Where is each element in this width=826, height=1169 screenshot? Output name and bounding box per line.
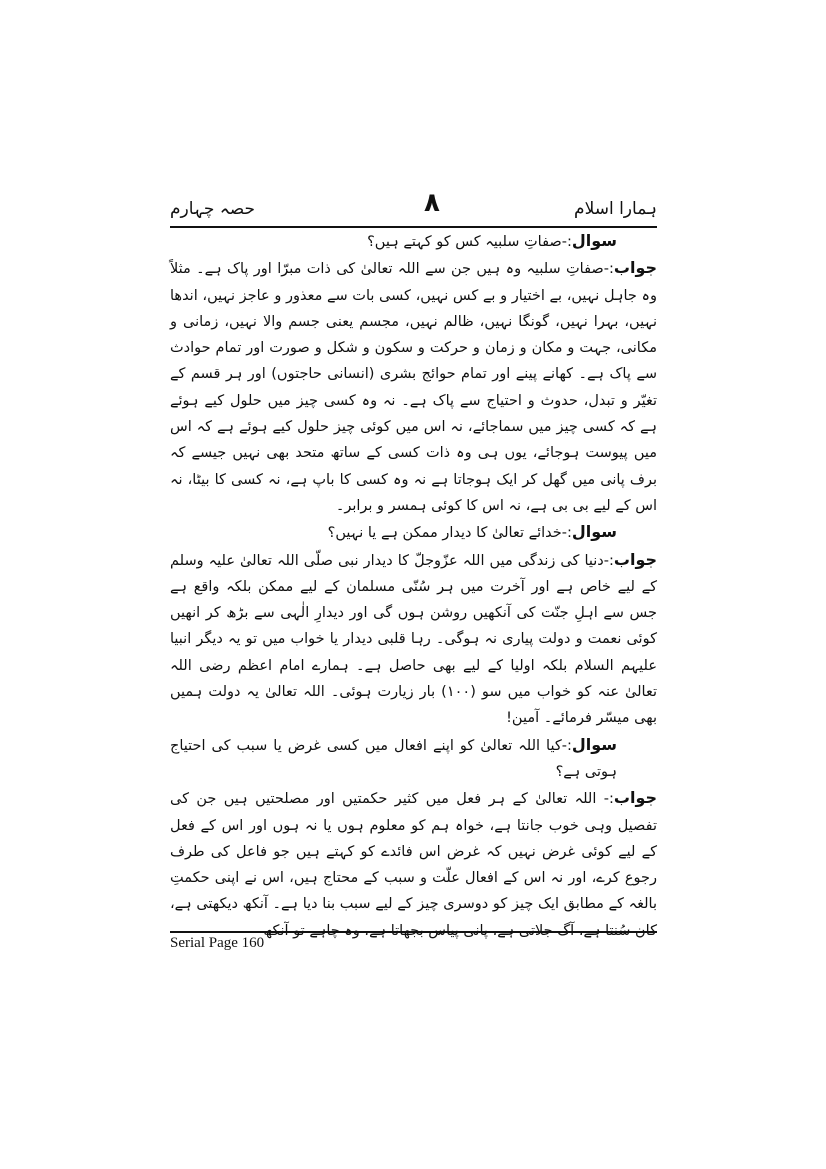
question-label: سوال	[571, 734, 617, 754]
answer-paragraph	[170, 255, 657, 519]
serial-page-footer: Serial Page 160	[170, 935, 265, 951]
answer-paragraph	[170, 547, 657, 732]
question-paragraph	[170, 732, 657, 786]
answer-label: جواب	[613, 549, 657, 569]
question-paragraph	[170, 228, 657, 255]
question-paragraph	[170, 519, 657, 546]
book-page	[170, 188, 657, 963]
running-header	[170, 188, 657, 224]
answer-text: :-صفاتِ سلبیہ وہ ہیں جن سے اللہ تعالیٰ کی ذات مبرّا اور پاک ہے۔ مثلاً وہ جاہل نہیں، بے اختیار و بے کس نہیں، کسی بات سے معذور و عاجز نہیں، اندھا نہیں، بہرا نہیں، گونگا نہیں، ظالم نہیں، مجسم یعنی جسم والا نہیں، زمانی و مکانی، جہت و مکان و زمان و حرکت و سکون و شکل و صورت اور تمام حوادث سے پاک ہے۔ کھانے پینے اور تمام حوائج بشری (انسانی حاجتوں) اور ہر قسم کے تغیّر و تبدل، حدوث و احتیاج سے پاک ہے۔ نہ وہ کسی چیز میں حلول کیے ہوئے ہے کہ کسی چیز میں سماجائے، نہ اس میں کوئی چیز حلول کیے ہوئے ہے کہ اس میں پیوست ہوجائے، یوں ہی وہ ذات کسی کے ساتھ متحد بھی نہیں جیسے کہ برف پانی میں گھل کر ایک ہوجاتا ہے نہ وہ کسی کا باپ ہے، نہ کسی کا بیٹا، نہ اس کے لیے بی بی ہے، نہ اس کا کوئی ہمسر و برابر۔	[170, 261, 657, 514]
book-title: ہمارا اسلام	[574, 199, 657, 219]
footer-divider	[170, 931, 657, 933]
page-number: ۸	[424, 188, 440, 218]
answer-text: :- اللہ تعالیٰ کے ہر فعل میں کثیر حکمتیں اور مصلحتیں ہیں جن کی تفصیل وہی خوب جانتا ہے، خواہ ہم کو معلوم ہوں یا نہ ہوں اور اس کے فعل کے لیے کوئی غرض نہیں کہ غرض اس فائدے کو کہتے ہیں جو فاعل کی طرف رجوع کرے، اور نہ اس کے افعال علّت و سبب کے محتاج ہیں، اس نے اپنی حکمتِ بالغہ کے مطابق ایک چیز کو دوسری چیز کے لیے سبب بنا دیا ہے۔ آنکھ دیکھتی ہے، کان سُنتا ہے، آگ جلاتی ہے، پانی پیاس بجھاتا ہے، وہ چاہے تو آنکھ	[170, 791, 657, 939]
answer-label: جواب	[613, 788, 657, 808]
question-label: سوال	[571, 231, 617, 250]
answer-label: جواب	[613, 258, 657, 278]
part-label: حصہ چہارم	[170, 199, 255, 219]
page-body	[170, 228, 657, 939]
answer-text: :-دنیا کی زندگی میں اللہ عزّوجلّ کا دیدار نبی صلّی اللہ تعالیٰ علیہ وسلم کے لیے خاص ہے اور آخرت میں ہر سُنّی مسلمان کے لیے ممکن بلکہ واقع ہے جس سے اہلِ جنّت کی آنکھیں روشن ہوں گی اور دیدارِ الٰہی سے بڑھ کر انھیں کوئی نعمت و دولت پیاری نہ ہوگی۔ رہا قلبی دیدار یا خواب میں تو یہ دیگر انبیا علیہم السلام بلکہ اولیا کے لیے بھی حاصل ہے۔ ہمارے امام اعظم رضی اللہ تعالیٰ عنہ کو خواب میں سو (۱۰۰) بار زیارت ہوئی۔ اللہ تعالیٰ یہ دولت ہمیں بھی میسّر فرمائے۔ آمین!	[170, 552, 657, 727]
question-label: سوال	[571, 522, 617, 542]
answer-paragraph	[170, 785, 657, 944]
question-text: :-خدائے تعالیٰ کا دیدار ممکن ہے یا نہیں؟	[327, 525, 572, 542]
question-text: :-کیا اللہ تعالیٰ کو اپنے افعال میں کسی غرض یا سبب کی احتیاج ہوتی ہے؟	[170, 737, 617, 780]
question-text: :-صفاتِ سلبیہ کس کو کہتے ہیں؟	[367, 234, 572, 250]
